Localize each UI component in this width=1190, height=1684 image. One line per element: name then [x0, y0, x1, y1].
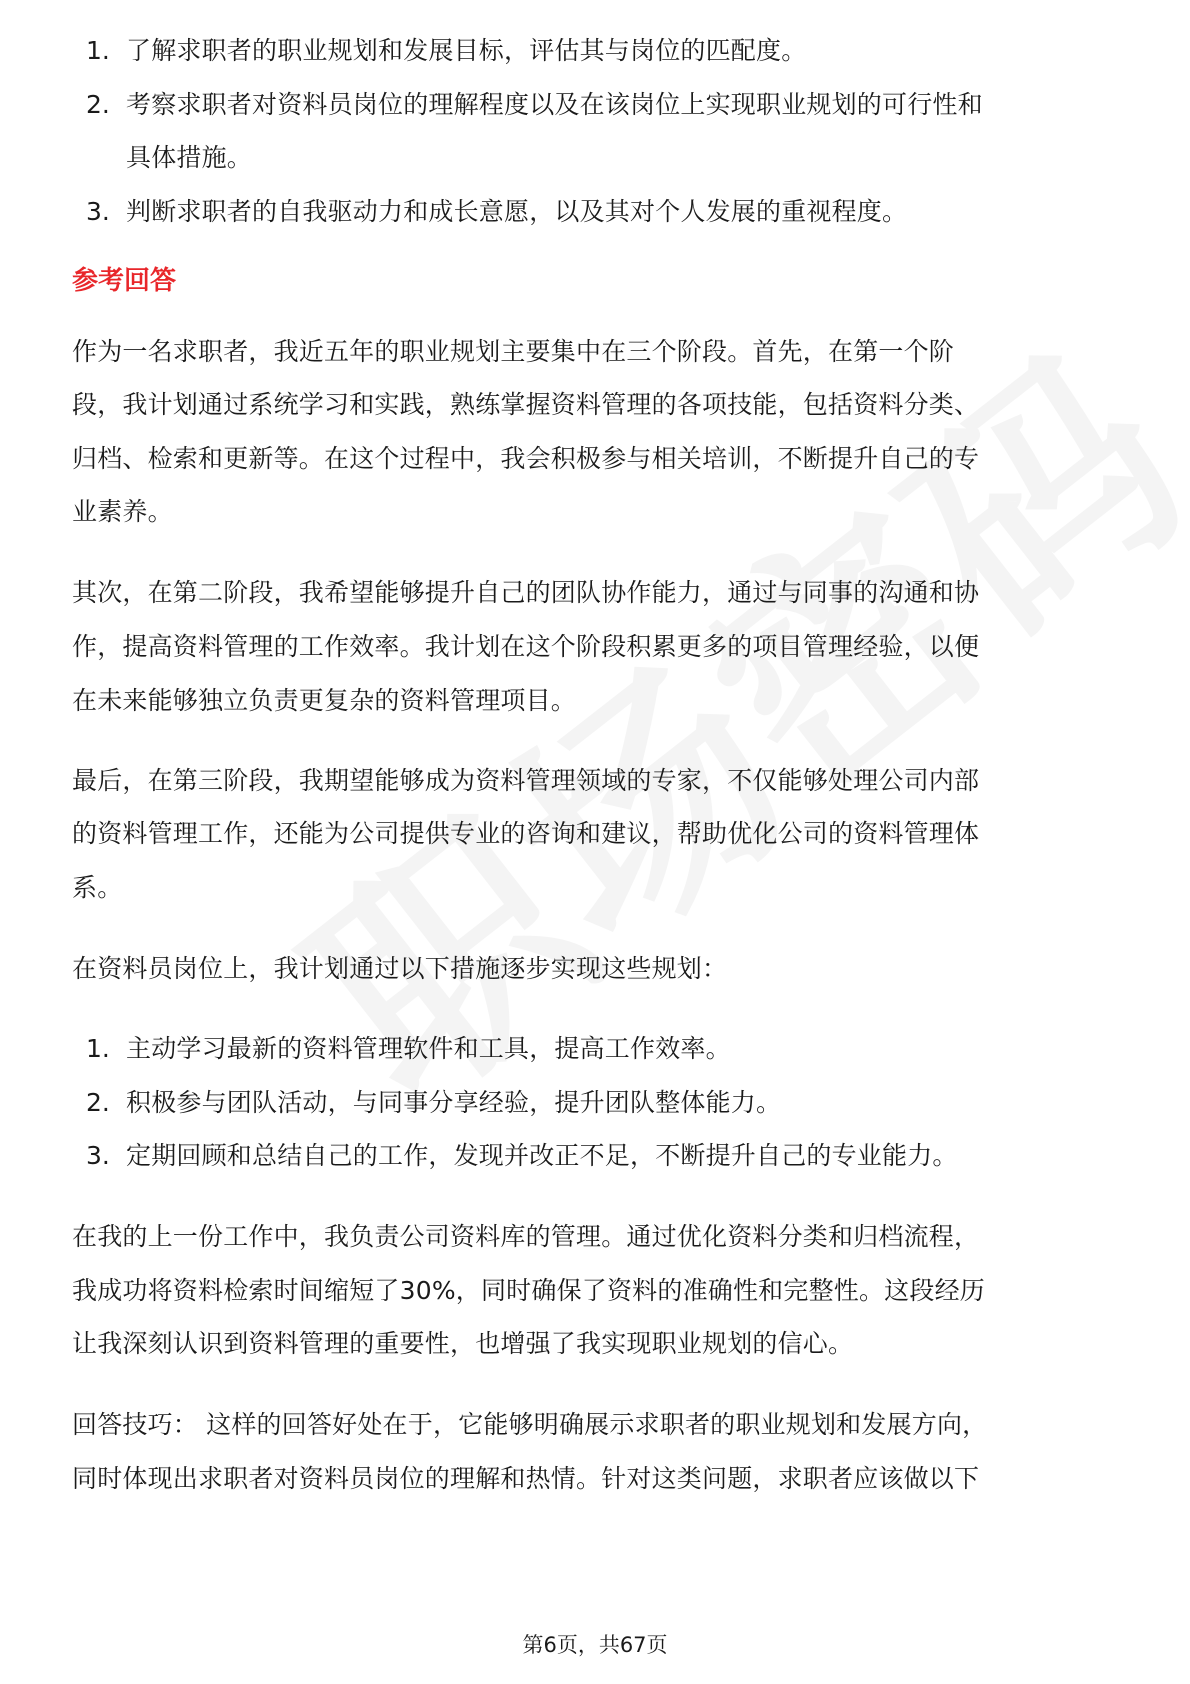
page-footer: 第6页，共67页: [522, 1633, 668, 1657]
list-item-text: 积极参与团队活动，与同事分享经验，提升团队整体能力。: [126, 1088, 782, 1117]
list-number: 1.: [86, 1034, 110, 1063]
list-item-text: 判断求职者的自我驱动力和成长意愿，以及其对个人发展的重视程度。: [126, 197, 908, 226]
paragraph-line: 的资料管理工作，还能为公司提供专业的咨询和建议，帮助优化公司的资料管理体: [72, 819, 980, 848]
list-item-text: 定期回顾和总结自己的工作，发现并改正不足，不断提升自己的专业能力。: [126, 1141, 958, 1170]
list-item-text: 了解求职者的职业规划和发展目标，评估其与岗位的匹配度。: [126, 36, 807, 65]
list-number: 3.: [86, 197, 110, 226]
paragraph-line: 在未来能够独立负责更复杂的资料管理项目。: [72, 686, 577, 715]
paragraph-line: 系。: [72, 873, 123, 902]
paragraph-line: 归档、检索和更新等。在这个过程中，我会积极参与相关培训，不断提升自己的专: [72, 444, 980, 473]
paragraph-line: 其次，在第二阶段，我希望能够提升自己的团队协作能力，通过与同事的沟通和协: [72, 578, 980, 607]
paragraph-line: 回答技巧： 这样的回答好处在于，它能够明确展示求职者的职业规划和发展方向，: [72, 1410, 988, 1439]
paragraph-line: 作为一名求职者，我近五年的职业规划主要集中在三个阶段。首先，在第一个阶: [72, 337, 955, 366]
list-item-text: 主动学习最新的资料管理软件和工具，提高工作效率。: [126, 1034, 731, 1063]
paragraph-line: 在我的上一份工作中，我负责公司资料库的管理。通过优化资料分类和归档流程，: [72, 1222, 980, 1251]
list-number: 3.: [86, 1141, 110, 1170]
list-number: 2.: [86, 90, 110, 119]
answer-heading: 参考回答: [72, 266, 177, 296]
clipped-top-region: [0, 0, 1190, 66]
paragraph-line: 最后，在第三阶段，我期望能够成为资料管理领域的专家，不仅能够处理公司内部: [72, 766, 980, 795]
paragraph-line: 让我深刻认识到资料管理的重要性，也增强了我实现职业规划的信心。: [72, 1329, 854, 1358]
paragraph-line: 我成功将资料检索时间缩短了30%，同时确保了资料的准确性和完整性。这段经历: [72, 1276, 985, 1305]
paragraph-line: 业素养。: [72, 497, 173, 526]
list-number: 1.: [86, 36, 110, 65]
list-item-text: 考察求职者对资料员岗位的理解程度以及在该岗位上实现职业规划的可行性和: [126, 90, 983, 119]
paragraph-line: 同时体现出求职者对资料员岗位的理解和热情。针对这类问题，求职者应该做以下: [72, 1464, 980, 1493]
paragraph-line: 段，我计划通过系统学习和实践，熟练掌握资料管理的各项技能，包括资料分类、: [72, 390, 980, 419]
paragraph-line: 在资料员岗位上，我计划通过以下措施逐步实现这些规划：: [72, 954, 728, 983]
paragraph-line: 作，提高资料管理的工作效率。我计划在这个阶段积累更多的项目管理经验，以便: [72, 632, 980, 661]
list-item-text: 具体措施。: [126, 143, 253, 172]
list-number: 2.: [86, 1088, 110, 1117]
